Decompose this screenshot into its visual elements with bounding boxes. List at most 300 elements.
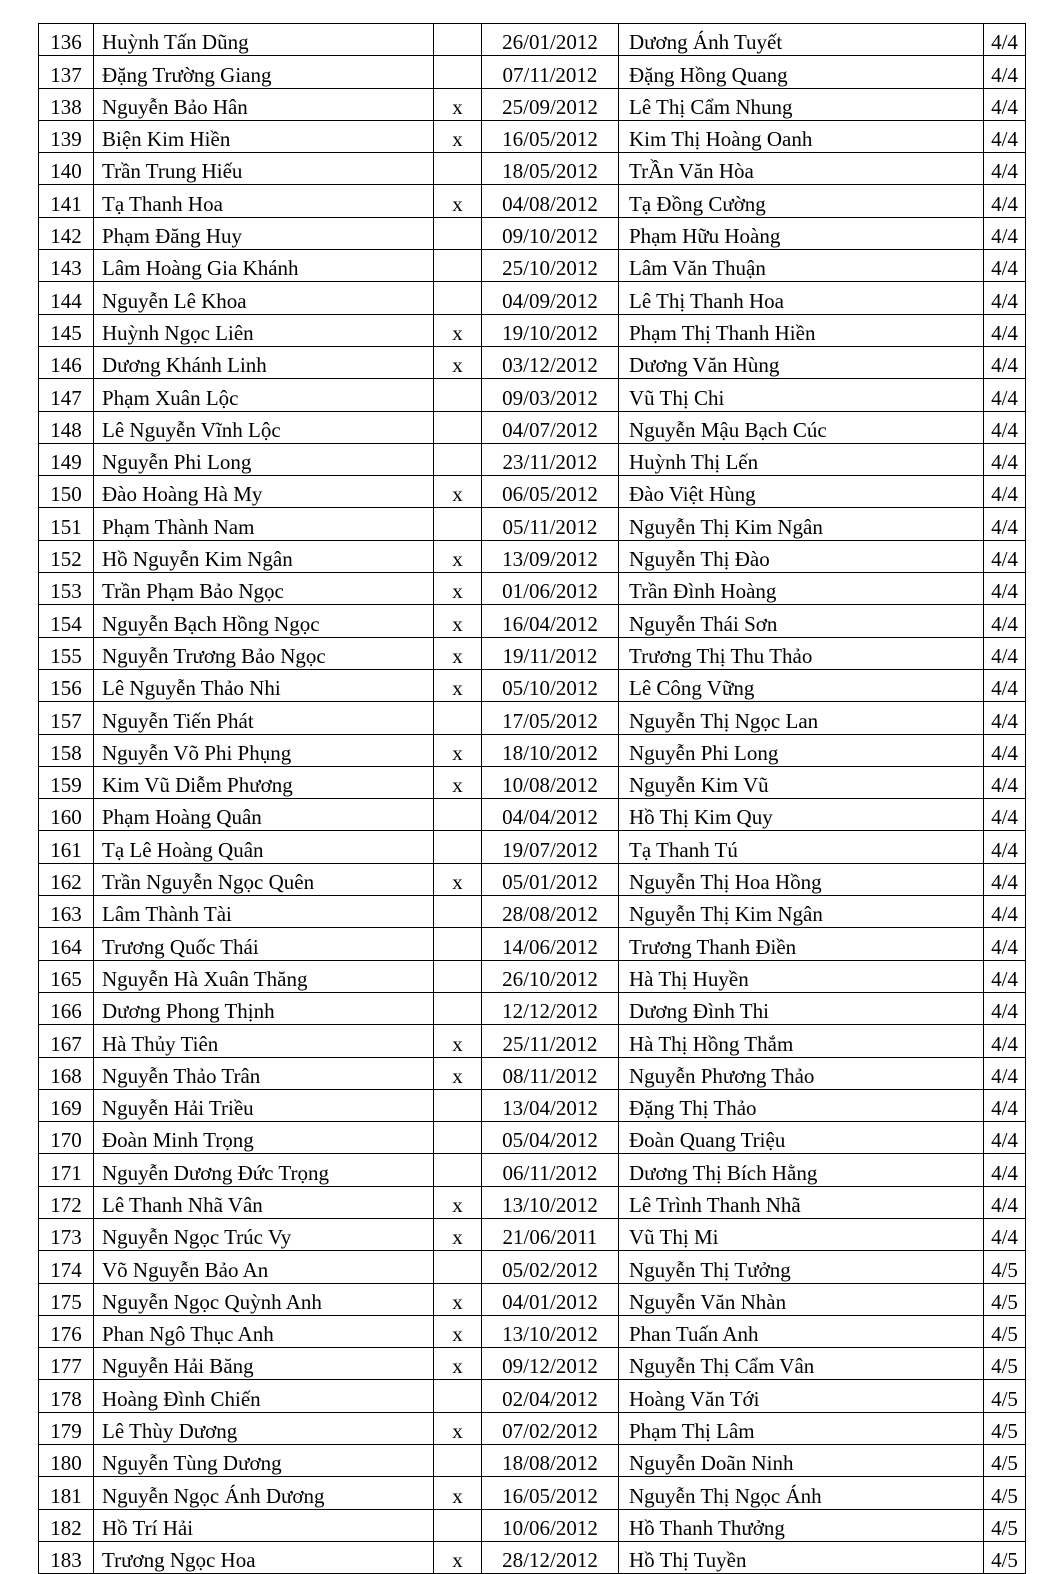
row-number-cell: 143	[39, 250, 94, 282]
student-name-cell: Dương Phong Thịnh	[94, 992, 434, 1024]
table-row	[39, 702, 1026, 734]
parent-name-cell: Lê Công Vững	[619, 669, 984, 701]
class-cell: 4/4	[984, 314, 1026, 346]
table-row	[39, 217, 1026, 249]
birth-date-cell: 07/02/2012	[482, 1412, 619, 1444]
parent-name-cell: Trương Thị Thu Thảo	[619, 637, 984, 669]
table-row	[39, 411, 1026, 443]
female-mark-cell: x	[434, 476, 482, 508]
birth-date-cell: 18/10/2012	[482, 734, 619, 766]
birth-date-cell: 01/06/2012	[482, 573, 619, 605]
class-cell: 4/4	[984, 411, 1026, 443]
student-name-cell: Phạm Xuân Lộc	[94, 379, 434, 411]
table-row	[39, 1186, 1026, 1218]
row-number-cell: 177	[39, 1348, 94, 1380]
class-cell: 4/4	[984, 669, 1026, 701]
class-cell: 4/4	[984, 1057, 1026, 1089]
student-name-cell: Hà Thủy Tiên	[94, 1025, 434, 1057]
row-number-cell: 166	[39, 992, 94, 1024]
table-row	[39, 1251, 1026, 1283]
table-row	[39, 443, 1026, 475]
student-name-cell: Trương Ngọc Hoa	[94, 1541, 434, 1573]
birth-date-cell: 28/08/2012	[482, 896, 619, 928]
female-mark-cell	[434, 282, 482, 314]
birth-date-cell: 09/12/2012	[482, 1348, 619, 1380]
birth-date-cell: 16/05/2012	[482, 120, 619, 152]
class-cell: 4/4	[984, 992, 1026, 1024]
female-mark-cell	[434, 24, 482, 56]
class-cell: 4/4	[984, 476, 1026, 508]
student-name-cell: Nguyễn Tùng Dương	[94, 1445, 434, 1477]
class-cell: 4/4	[984, 896, 1026, 928]
student-table-body	[39, 24, 1026, 1574]
student-name-cell: Đặng Trường Giang	[94, 56, 434, 88]
student-name-cell: Phạm Đăng Huy	[94, 217, 434, 249]
class-cell: 4/4	[984, 1089, 1026, 1121]
female-mark-cell: x	[434, 605, 482, 637]
class-cell: 4/5	[984, 1380, 1026, 1412]
class-cell: 4/5	[984, 1283, 1026, 1315]
student-name-cell: Kim Vũ Diễm Phương	[94, 766, 434, 798]
row-number-cell: 139	[39, 120, 94, 152]
parent-name-cell: Dương Thị Bích Hằng	[619, 1154, 984, 1186]
table-row	[39, 88, 1026, 120]
class-cell: 4/4	[984, 443, 1026, 475]
parent-name-cell: Đặng Thị Thảo	[619, 1089, 984, 1121]
female-mark-cell: x	[434, 185, 482, 217]
row-number-cell: 168	[39, 1057, 94, 1089]
student-name-cell: Phan Ngô Thục Anh	[94, 1315, 434, 1347]
female-mark-cell: x	[434, 637, 482, 669]
parent-name-cell: Lâm Văn Thuận	[619, 250, 984, 282]
table-row	[39, 314, 1026, 346]
student-name-cell: Nguyễn Dương Đức Trọng	[94, 1154, 434, 1186]
birth-date-cell: 13/04/2012	[482, 1089, 619, 1121]
row-number-cell: 154	[39, 605, 94, 637]
student-name-cell: Trần Phạm Bảo Ngọc	[94, 573, 434, 605]
birth-date-cell: 04/07/2012	[482, 411, 619, 443]
student-name-cell: Dương Khánh Linh	[94, 346, 434, 378]
birth-date-cell: 10/08/2012	[482, 766, 619, 798]
row-number-cell: 136	[39, 24, 94, 56]
class-cell: 4/4	[984, 540, 1026, 572]
student-name-cell: Tạ Lê Hoàng Quân	[94, 831, 434, 863]
female-mark-cell	[434, 1445, 482, 1477]
table-row	[39, 250, 1026, 282]
row-number-cell: 171	[39, 1154, 94, 1186]
parent-name-cell: Lê Thị Cẩm Nhung	[619, 88, 984, 120]
parent-name-cell: Nguyễn Thị Đào	[619, 540, 984, 572]
student-name-cell: Đoàn Minh Trọng	[94, 1122, 434, 1154]
parent-name-cell: Hồ Thị Tuyền	[619, 1541, 984, 1573]
row-number-cell: 183	[39, 1541, 94, 1573]
female-mark-cell	[434, 896, 482, 928]
parent-name-cell: Nguyễn Thị Kim Ngân	[619, 508, 984, 540]
birth-date-cell: 13/09/2012	[482, 540, 619, 572]
student-name-cell: Huỳnh Ngọc Liên	[94, 314, 434, 346]
row-number-cell: 140	[39, 153, 94, 185]
student-name-cell: Nguyễn Hà Xuân Thăng	[94, 960, 434, 992]
parent-name-cell: Vũ Thị Chi	[619, 379, 984, 411]
class-cell: 4/4	[984, 1025, 1026, 1057]
class-cell: 4/4	[984, 56, 1026, 88]
row-number-cell: 179	[39, 1412, 94, 1444]
row-number-cell: 180	[39, 1445, 94, 1477]
student-name-cell: Nguyễn Trương Bảo Ngọc	[94, 637, 434, 669]
class-cell: 4/4	[984, 508, 1026, 540]
row-number-cell: 158	[39, 734, 94, 766]
female-mark-cell: x	[434, 766, 482, 798]
row-number-cell: 174	[39, 1251, 94, 1283]
female-mark-cell	[434, 1122, 482, 1154]
row-number-cell: 137	[39, 56, 94, 88]
student-name-cell: Hoàng Đình Chiến	[94, 1380, 434, 1412]
student-name-cell: Phạm Thành Nam	[94, 508, 434, 540]
parent-name-cell: Hà Thị Huyền	[619, 960, 984, 992]
class-cell: 4/4	[984, 702, 1026, 734]
parent-name-cell: Tạ Đồng Cường	[619, 185, 984, 217]
female-mark-cell	[434, 928, 482, 960]
class-cell: 4/4	[984, 153, 1026, 185]
birth-date-cell: 21/06/2011	[482, 1218, 619, 1250]
birth-date-cell: 07/11/2012	[482, 56, 619, 88]
class-cell: 4/4	[984, 250, 1026, 282]
student-name-cell: Nguyễn Ngọc Trúc Vy	[94, 1218, 434, 1250]
class-cell: 4/4	[984, 605, 1026, 637]
birth-date-cell: 16/05/2012	[482, 1477, 619, 1509]
birth-date-cell: 23/11/2012	[482, 443, 619, 475]
parent-name-cell: Nguyễn Thị Ngọc Ánh	[619, 1477, 984, 1509]
birth-date-cell: 19/10/2012	[482, 314, 619, 346]
birth-date-cell: 25/09/2012	[482, 88, 619, 120]
class-cell: 4/4	[984, 185, 1026, 217]
row-number-cell: 155	[39, 637, 94, 669]
female-mark-cell	[434, 1380, 482, 1412]
student-list-sheet	[38, 23, 1025, 1574]
female-mark-cell: x	[434, 1315, 482, 1347]
birth-date-cell: 19/07/2012	[482, 831, 619, 863]
student-name-cell: Huỳnh Tấn Dũng	[94, 24, 434, 56]
student-name-cell: Lê Thanh Nhã Vân	[94, 1186, 434, 1218]
class-cell: 4/4	[984, 88, 1026, 120]
parent-name-cell: Nguyễn Văn Nhàn	[619, 1283, 984, 1315]
class-cell: 4/5	[984, 1412, 1026, 1444]
parent-name-cell: Nguyễn Mậu Bạch Cúc	[619, 411, 984, 443]
parent-name-cell: Tạ Thanh Tú	[619, 831, 984, 863]
parent-name-cell: Trần Đình Hoàng	[619, 573, 984, 605]
table-row	[39, 185, 1026, 217]
row-number-cell: 163	[39, 896, 94, 928]
table-row	[39, 1509, 1026, 1541]
table-row	[39, 1283, 1026, 1315]
birth-date-cell: 04/08/2012	[482, 185, 619, 217]
table-row	[39, 476, 1026, 508]
parent-name-cell: Nguyễn Thị Kim Ngân	[619, 896, 984, 928]
birth-date-cell: 04/01/2012	[482, 1283, 619, 1315]
table-row	[39, 1348, 1026, 1380]
parent-name-cell: Đào Việt Hùng	[619, 476, 984, 508]
female-mark-cell: x	[434, 1348, 482, 1380]
birth-date-cell: 18/05/2012	[482, 153, 619, 185]
class-cell: 4/4	[984, 766, 1026, 798]
student-name-cell: Nguyễn Lê Khoa	[94, 282, 434, 314]
birth-date-cell: 26/10/2012	[482, 960, 619, 992]
female-mark-cell	[434, 411, 482, 443]
table-row	[39, 282, 1026, 314]
table-row	[39, 1477, 1026, 1509]
female-mark-cell	[434, 799, 482, 831]
table-row	[39, 637, 1026, 669]
student-name-cell: Nguyễn Bảo Hân	[94, 88, 434, 120]
table-row	[39, 928, 1026, 960]
female-mark-cell	[434, 56, 482, 88]
parent-name-cell: Dương Văn Hùng	[619, 346, 984, 378]
female-mark-cell	[434, 960, 482, 992]
table-row	[39, 1025, 1026, 1057]
female-mark-cell	[434, 702, 482, 734]
row-number-cell: 138	[39, 88, 94, 120]
row-number-cell: 144	[39, 282, 94, 314]
birth-date-cell: 04/09/2012	[482, 282, 619, 314]
table-row	[39, 1315, 1026, 1347]
student-name-cell: Trần Trung Hiếu	[94, 153, 434, 185]
row-number-cell: 160	[39, 799, 94, 831]
female-mark-cell	[434, 831, 482, 863]
class-cell: 4/5	[984, 1251, 1026, 1283]
table-row	[39, 540, 1026, 572]
class-cell: 4/5	[984, 1477, 1026, 1509]
parent-name-cell: Lê Thị Thanh Hoa	[619, 282, 984, 314]
table-row	[39, 1541, 1026, 1573]
birth-date-cell: 08/11/2012	[482, 1057, 619, 1089]
row-number-cell: 152	[39, 540, 94, 572]
row-number-cell: 161	[39, 831, 94, 863]
student-name-cell: Biện Kim Hiền	[94, 120, 434, 152]
class-cell: 4/4	[984, 1186, 1026, 1218]
student-name-cell: Trương Quốc Thái	[94, 928, 434, 960]
row-number-cell: 182	[39, 1509, 94, 1541]
class-cell: 4/4	[984, 799, 1026, 831]
table-row	[39, 573, 1026, 605]
female-mark-cell: x	[434, 734, 482, 766]
birth-date-cell: 09/10/2012	[482, 217, 619, 249]
class-cell: 4/4	[984, 1218, 1026, 1250]
student-name-cell: Võ Nguyễn Bảo An	[94, 1251, 434, 1283]
class-cell: 4/4	[984, 863, 1026, 895]
birth-date-cell: 25/11/2012	[482, 1025, 619, 1057]
class-cell: 4/4	[984, 346, 1026, 378]
row-number-cell: 156	[39, 669, 94, 701]
parent-name-cell: Hồ Thanh Thưởng	[619, 1509, 984, 1541]
row-number-cell: 151	[39, 508, 94, 540]
table-row	[39, 24, 1026, 56]
female-mark-cell: x	[434, 669, 482, 701]
table-row	[39, 1412, 1026, 1444]
student-name-cell: Trần Nguyễn Ngọc Quên	[94, 863, 434, 895]
student-name-cell: Đào Hoàng Hà My	[94, 476, 434, 508]
table-row	[39, 669, 1026, 701]
parent-name-cell: Phạm Thị Lâm	[619, 1412, 984, 1444]
row-number-cell: 148	[39, 411, 94, 443]
female-mark-cell: x	[434, 1283, 482, 1315]
parent-name-cell: Lê Trình Thanh Nhã	[619, 1186, 984, 1218]
parent-name-cell: TrẦn Văn Hòa	[619, 153, 984, 185]
table-row	[39, 120, 1026, 152]
row-number-cell: 176	[39, 1315, 94, 1347]
female-mark-cell: x	[434, 1218, 482, 1250]
class-cell: 4/4	[984, 831, 1026, 863]
row-number-cell: 167	[39, 1025, 94, 1057]
student-name-cell: Nguyễn Hải Băng	[94, 1348, 434, 1380]
table-row	[39, 863, 1026, 895]
birth-date-cell: 13/10/2012	[482, 1186, 619, 1218]
female-mark-cell: x	[434, 120, 482, 152]
row-number-cell: 172	[39, 1186, 94, 1218]
female-mark-cell: x	[434, 1477, 482, 1509]
table-row	[39, 1122, 1026, 1154]
class-cell: 4/5	[984, 1541, 1026, 1573]
student-name-cell: Lâm Hoàng Gia Khánh	[94, 250, 434, 282]
parent-name-cell: Nguyễn Phi Long	[619, 734, 984, 766]
class-cell: 4/4	[984, 24, 1026, 56]
class-cell: 4/5	[984, 1445, 1026, 1477]
parent-name-cell: Nguyễn Thái Sơn	[619, 605, 984, 637]
female-mark-cell	[434, 1089, 482, 1121]
female-mark-cell	[434, 508, 482, 540]
student-name-cell: Nguyễn Phi Long	[94, 443, 434, 475]
table-row	[39, 734, 1026, 766]
row-number-cell: 145	[39, 314, 94, 346]
student-name-cell: Nguyễn Thảo Trân	[94, 1057, 434, 1089]
table-row	[39, 1089, 1026, 1121]
female-mark-cell: x	[434, 1412, 482, 1444]
parent-name-cell: Hà Thị Hồng Thắm	[619, 1025, 984, 1057]
parent-name-cell: Phạm Thị Thanh Hiền	[619, 314, 984, 346]
student-name-cell: Hồ Trí Hải	[94, 1509, 434, 1541]
student-name-cell: Nguyễn Bạch Hồng Ngọc	[94, 605, 434, 637]
birth-date-cell: 16/04/2012	[482, 605, 619, 637]
row-number-cell: 150	[39, 476, 94, 508]
birth-date-cell: 06/05/2012	[482, 476, 619, 508]
parent-name-cell: Trương Thanh Điền	[619, 928, 984, 960]
birth-date-cell: 05/04/2012	[482, 1122, 619, 1154]
student-name-cell: Nguyễn Ngọc Quỳnh Anh	[94, 1283, 434, 1315]
parent-name-cell: Phan Tuấn Anh	[619, 1315, 984, 1347]
parent-name-cell: Nguyễn Thị Cẩm Vân	[619, 1348, 984, 1380]
student-name-cell: Lâm Thành Tài	[94, 896, 434, 928]
parent-name-cell: Đoàn Quang Triệu	[619, 1122, 984, 1154]
table-row	[39, 766, 1026, 798]
table-row	[39, 960, 1026, 992]
birth-date-cell: 04/04/2012	[482, 799, 619, 831]
female-mark-cell	[434, 1251, 482, 1283]
parent-name-cell: Huỳnh Thị Lến	[619, 443, 984, 475]
female-mark-cell: x	[434, 314, 482, 346]
female-mark-cell: x	[434, 573, 482, 605]
table-row	[39, 1154, 1026, 1186]
female-mark-cell: x	[434, 346, 482, 378]
female-mark-cell	[434, 153, 482, 185]
table-row	[39, 992, 1026, 1024]
row-number-cell: 141	[39, 185, 94, 217]
student-name-cell: Nguyễn Tiến Phát	[94, 702, 434, 734]
student-name-cell: Tạ Thanh Hoa	[94, 185, 434, 217]
female-mark-cell: x	[434, 540, 482, 572]
class-cell: 4/4	[984, 637, 1026, 669]
female-mark-cell	[434, 1154, 482, 1186]
table-row	[39, 379, 1026, 411]
parent-name-cell: Phạm Hữu Hoàng	[619, 217, 984, 249]
female-mark-cell: x	[434, 863, 482, 895]
table-row	[39, 153, 1026, 185]
birth-date-cell: 05/10/2012	[482, 669, 619, 701]
student-name-cell: Lê Nguyễn Thảo Nhi	[94, 669, 434, 701]
row-number-cell: 181	[39, 1477, 94, 1509]
class-cell: 4/5	[984, 1315, 1026, 1347]
class-cell: 4/5	[984, 1348, 1026, 1380]
birth-date-cell: 03/12/2012	[482, 346, 619, 378]
birth-date-cell: 19/11/2012	[482, 637, 619, 669]
class-cell: 4/4	[984, 928, 1026, 960]
birth-date-cell: 13/10/2012	[482, 1315, 619, 1347]
student-name-cell: Nguyễn Hải Triều	[94, 1089, 434, 1121]
parent-name-cell: Nguyễn Thị Ngọc Lan	[619, 702, 984, 734]
class-cell: 4/4	[984, 217, 1026, 249]
row-number-cell: 164	[39, 928, 94, 960]
female-mark-cell	[434, 379, 482, 411]
parent-name-cell: Nguyễn Doãn Ninh	[619, 1445, 984, 1477]
parent-name-cell: Nguyễn Kim Vũ	[619, 766, 984, 798]
female-mark-cell	[434, 1509, 482, 1541]
female-mark-cell	[434, 443, 482, 475]
female-mark-cell	[434, 250, 482, 282]
row-number-cell: 175	[39, 1283, 94, 1315]
student-name-cell: Hồ Nguyễn Kim Ngân	[94, 540, 434, 572]
row-number-cell: 149	[39, 443, 94, 475]
parent-name-cell: Nguyễn Thị Tưởng	[619, 1251, 984, 1283]
row-number-cell: 157	[39, 702, 94, 734]
parent-name-cell: Nguyễn Phương Thảo	[619, 1057, 984, 1089]
birth-date-cell: 17/05/2012	[482, 702, 619, 734]
female-mark-cell	[434, 217, 482, 249]
parent-name-cell: Đặng Hồng Quang	[619, 56, 984, 88]
student-name-cell: Nguyễn Võ Phi Phụng	[94, 734, 434, 766]
table-row	[39, 605, 1026, 637]
row-number-cell: 173	[39, 1218, 94, 1250]
row-number-cell: 146	[39, 346, 94, 378]
row-number-cell: 147	[39, 379, 94, 411]
row-number-cell: 159	[39, 766, 94, 798]
female-mark-cell: x	[434, 1186, 482, 1218]
parent-name-cell: Nguyễn Thị Hoa Hồng	[619, 863, 984, 895]
birth-date-cell: 02/04/2012	[482, 1380, 619, 1412]
female-mark-cell	[434, 992, 482, 1024]
table-row	[39, 508, 1026, 540]
table-row	[39, 799, 1026, 831]
class-cell: 4/4	[984, 1122, 1026, 1154]
row-number-cell: 153	[39, 573, 94, 605]
class-cell: 4/4	[984, 573, 1026, 605]
table-row	[39, 1445, 1026, 1477]
row-number-cell: 178	[39, 1380, 94, 1412]
female-mark-cell: x	[434, 1025, 482, 1057]
class-cell: 4/4	[984, 734, 1026, 766]
row-number-cell: 165	[39, 960, 94, 992]
table-row	[39, 56, 1026, 88]
table-row	[39, 1380, 1026, 1412]
class-cell: 4/4	[984, 960, 1026, 992]
birth-date-cell: 28/12/2012	[482, 1541, 619, 1573]
